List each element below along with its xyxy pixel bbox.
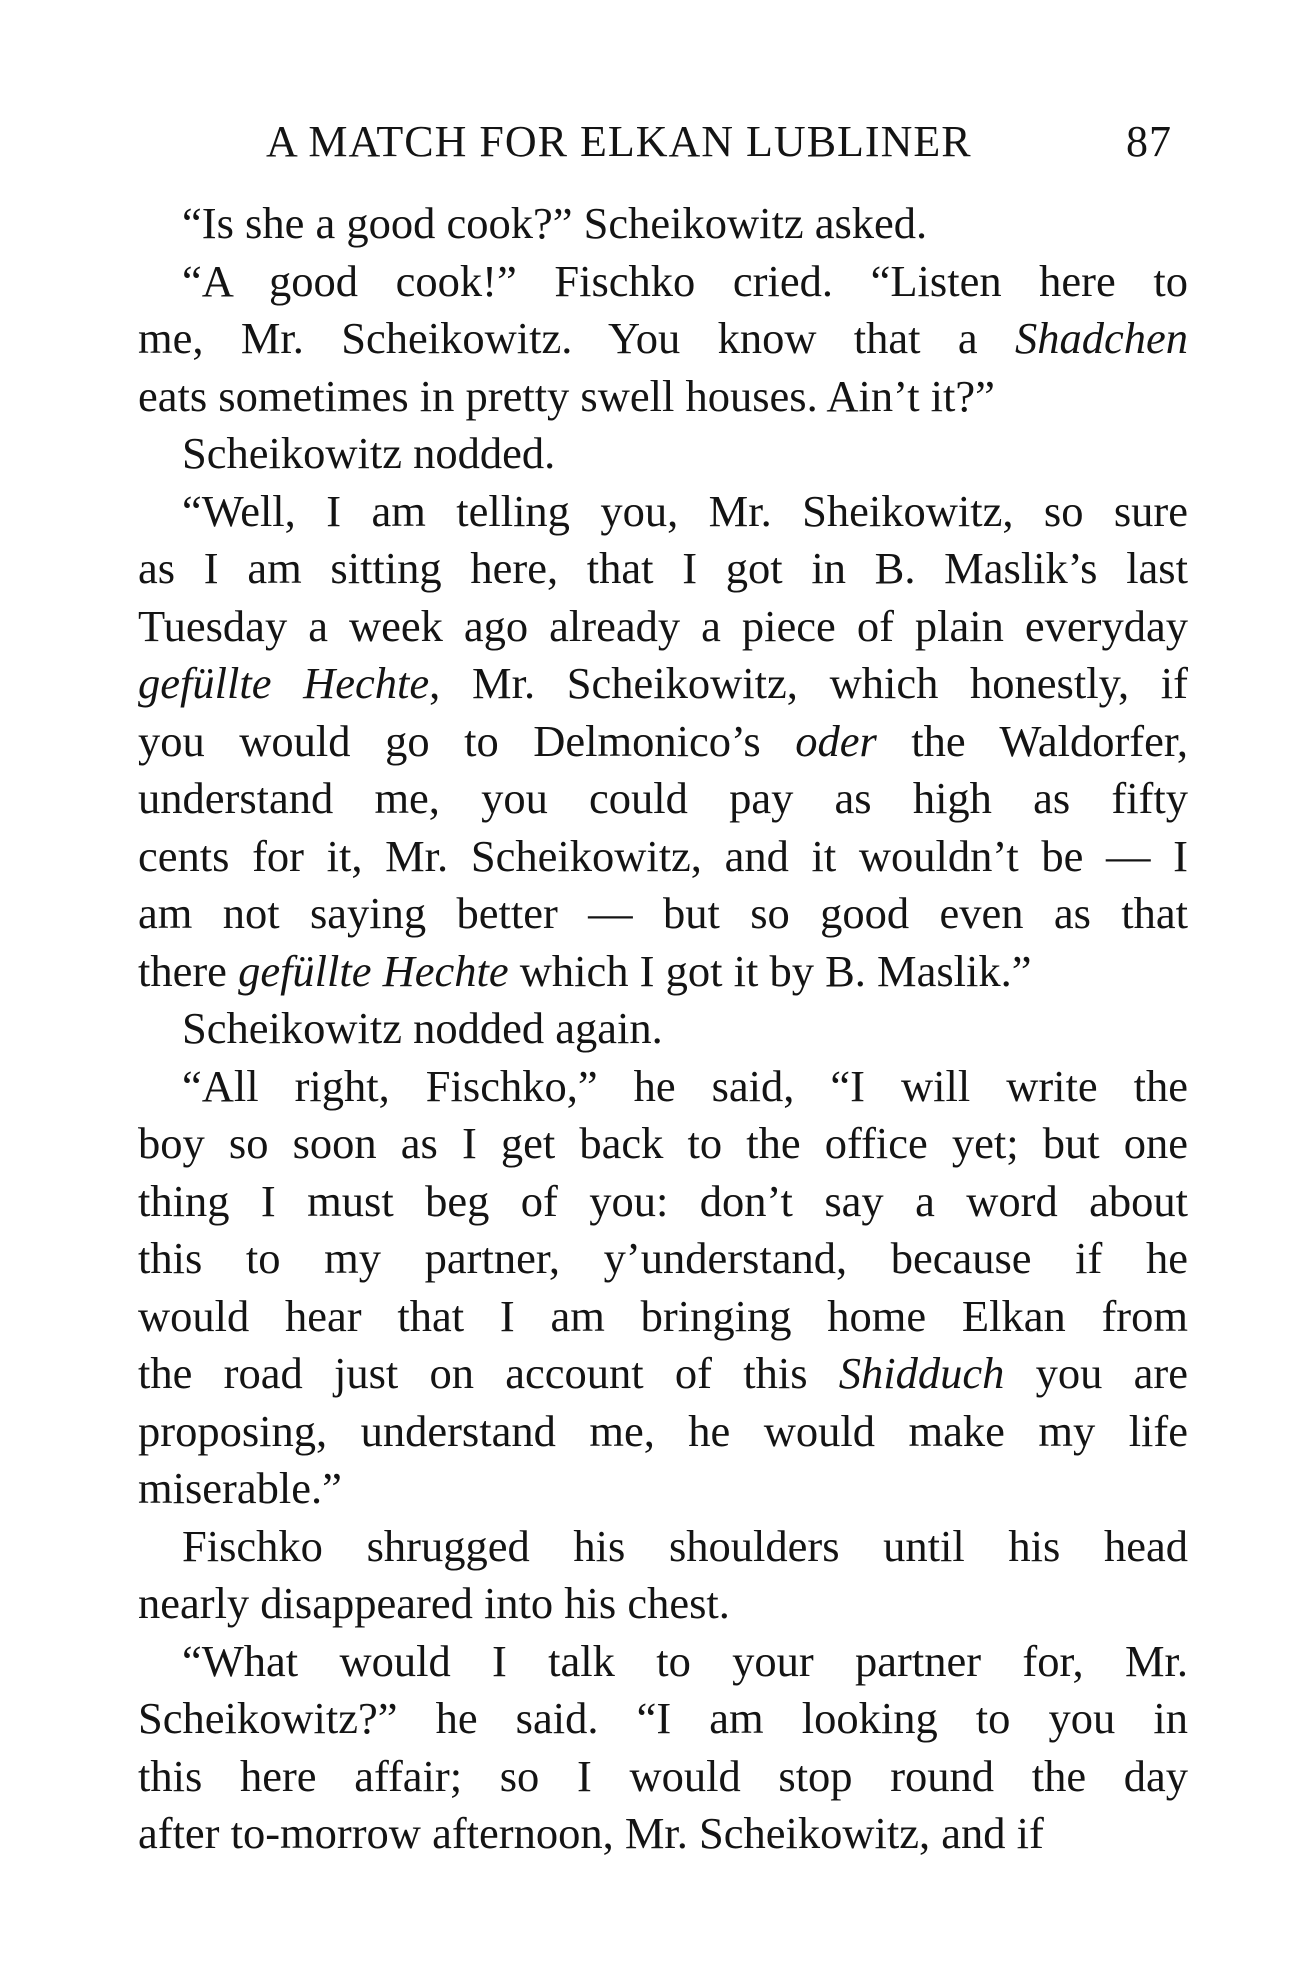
text-line: the road just on account of this Shidduch you are — [138, 1348, 1188, 1398]
italic-phrase: Shidduch — [838, 1348, 1005, 1398]
paragraph — [138, 483, 1188, 1001]
italic-phrase: Shadchen — [1014, 313, 1188, 363]
text-line: this to my partner, y’understand, because if he — [138, 1233, 1188, 1283]
paragraph — [138, 195, 1188, 253]
text-line: after to-morrow afternoon, Mr. Scheikowitz, and if — [138, 1808, 1044, 1858]
text-line: gefüllte Hechte, Mr. Scheikowitz, which honestly, if — [138, 658, 1188, 708]
italic-phrase: oder — [795, 715, 877, 766]
text-line: understand me, you could pay as high as fifty — [138, 773, 1188, 823]
text-line: proposing, understand me, he would make my life — [138, 1405, 1188, 1456]
text-line: “All right, Fischko,” he said, “I will write the — [182, 1060, 1188, 1111]
italic-phrase: gefüllte Hechte — [238, 945, 509, 996]
page-number: 87 — [1126, 117, 1172, 166]
paragraph — [138, 425, 1188, 483]
text-line: thing I must beg of you: don’t say a word about — [138, 1175, 1188, 1226]
text-line: nearly disappeared into his chest. — [138, 1578, 730, 1628]
running-head-title: A MATCH FOR ELKAN LUBLINER — [266, 117, 972, 166]
paragraph — [138, 1633, 1188, 1863]
text-line: you would go to Delmonico’s oder the Waldorfer, — [138, 715, 1188, 766]
text-line: as I am sitting here, that I got in B. Maslik’s last — [138, 543, 1188, 593]
paragraph — [138, 253, 1188, 426]
paragraph — [138, 1058, 1188, 1518]
text-line: there gefüllte Hechte which I got it by B. Maslik.” — [138, 945, 1032, 996]
paragraph — [138, 1518, 1188, 1633]
italic-phrase: gefüllte Hechte — [138, 658, 430, 708]
text-line: eats sometimes in pretty swell houses. Ain’t it?” — [138, 370, 995, 421]
running-head — [138, 112, 1188, 172]
text-line: boy so soon as I get back to the office yet; but one — [138, 1118, 1188, 1168]
text-line: this here affair; so I would stop round the day — [138, 1750, 1188, 1801]
text-line: “Is she a good cook?” Scheikowitz asked. — [182, 198, 928, 248]
text-line: Tuesday a week ago already a piece of plain everyday — [138, 600, 1188, 651]
text-line: cents for it, Mr. Scheikowitz, and it wouldn’t be — I — [138, 830, 1188, 881]
text-line: Scheikowitz?” he said. “I am looking to you in — [138, 1693, 1188, 1743]
text-line: Scheikowitz nodded. — [182, 428, 556, 478]
text-line: me, Mr. Scheikowitz. You know that a Shadchen — [138, 313, 1188, 363]
text-line: “A good cook!” Fischko cried. “Listen here to — [182, 255, 1188, 306]
paragraph — [138, 1000, 1188, 1058]
text-line: Fischko shrugged his shoulders until his head — [182, 1520, 1188, 1571]
text-line: would hear that I am bringing home Elkan from — [138, 1290, 1188, 1341]
body-text — [138, 195, 1188, 1863]
text-line: Scheikowitz nodded again. — [182, 1003, 663, 1053]
text-line: am not saying better — but so good even as that — [138, 888, 1188, 938]
text-line: “Well, I am telling you, Mr. Sheikowitz, so sure — [182, 485, 1188, 536]
text-line: miserable.” — [138, 1463, 342, 1513]
text-line: “What would I talk to your partner for, Mr. — [182, 1635, 1188, 1686]
